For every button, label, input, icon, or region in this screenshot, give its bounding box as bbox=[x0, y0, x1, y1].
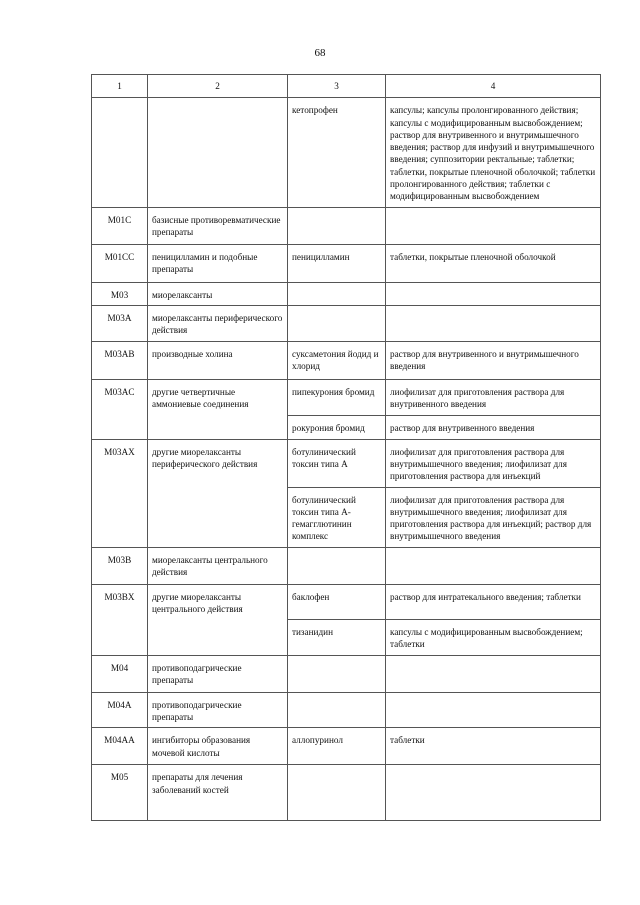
atc-code: M03AX bbox=[92, 439, 148, 547]
table-row bbox=[92, 207, 601, 244]
atc-code: M03AC bbox=[92, 379, 148, 439]
page-number: 68 bbox=[314, 47, 326, 59]
substance-name: пипекурония бромид bbox=[288, 379, 386, 415]
atc-code: M03 bbox=[92, 282, 148, 305]
dosage-forms bbox=[386, 692, 601, 728]
atc-code: M03B bbox=[92, 547, 148, 584]
table-row bbox=[92, 655, 601, 692]
dosage-forms: лиофилизат для приготовления раствора для внутримышечного введения; лиофилизат для приготовления раствора для инъекций; раствор для внутримышечного введения bbox=[386, 487, 601, 547]
substance-name: тизанидин bbox=[288, 619, 386, 655]
substance-name: рокурония бромид bbox=[288, 415, 386, 439]
group-name: базисные противоревматические препараты bbox=[148, 207, 288, 244]
substance-name bbox=[288, 655, 386, 692]
table-row bbox=[92, 341, 601, 379]
substance-name bbox=[288, 305, 386, 341]
substance-name: ботулинический токсин типа A-гемагглютинин комплекс bbox=[288, 487, 386, 547]
group-name: другие миорелаксанты периферического действия bbox=[148, 439, 288, 547]
group-name: противоподагрические препараты bbox=[148, 692, 288, 728]
group-name: противоподагрические препараты bbox=[148, 655, 288, 692]
group-name: производные холина bbox=[148, 341, 288, 379]
dosage-forms: раствор для внутривенного введения bbox=[386, 415, 601, 439]
group-name: препараты для лечения заболеваний костей bbox=[148, 765, 288, 821]
dosage-forms bbox=[386, 282, 601, 305]
substance-name bbox=[288, 692, 386, 728]
dosage-forms: раствор для интратекального введения; таблетки bbox=[386, 584, 601, 619]
group-name: миорелаксанты bbox=[148, 282, 288, 305]
dosage-forms bbox=[386, 765, 601, 821]
atc-code: M03BX bbox=[92, 584, 148, 655]
drug-table bbox=[91, 74, 601, 821]
table-row bbox=[92, 439, 601, 487]
atc-code: M04A bbox=[92, 692, 148, 728]
atc-code: M05 bbox=[92, 765, 148, 821]
dosage-forms bbox=[386, 305, 601, 341]
table-row bbox=[92, 692, 601, 728]
table-row bbox=[92, 728, 601, 765]
table-row bbox=[92, 282, 601, 305]
group-name: другие четвертичные аммониевые соединения bbox=[148, 379, 288, 439]
atc-code: M03A bbox=[92, 305, 148, 341]
group-name: миорелаксанты центрального действия bbox=[148, 547, 288, 584]
dosage-forms: лиофилизат для приготовления раствора для внутривенного введения bbox=[386, 379, 601, 415]
table-row bbox=[92, 305, 601, 341]
substance-name: кетопрофен bbox=[288, 98, 386, 207]
group-name: пеницилламин и подобные препараты bbox=[148, 244, 288, 282]
group-name: ингибиторы образования мочевой кислоты bbox=[148, 728, 288, 765]
atc-code: M01CC bbox=[92, 244, 148, 282]
substance-name: суксаметония йодид и хлорид bbox=[288, 341, 386, 379]
group-name: миорелаксанты периферического действия bbox=[148, 305, 288, 341]
table-row bbox=[92, 584, 601, 619]
group-name: другие миорелаксанты центрального действия bbox=[148, 584, 288, 655]
header-col-2: 2 bbox=[148, 75, 288, 98]
dosage-forms: раствор для внутривенного и внутримышечного введения bbox=[386, 341, 601, 379]
substance-name: ботулинический токсин типа A bbox=[288, 439, 386, 487]
header-row bbox=[92, 75, 601, 98]
dosage-forms: таблетки, покрытые пленочной оболочкой bbox=[386, 244, 601, 282]
substance-name bbox=[288, 282, 386, 305]
substance-name: аллопуринол bbox=[288, 728, 386, 765]
dosage-forms: таблетки bbox=[386, 728, 601, 765]
dosage-forms: капсулы с модифицированным высвобождением; таблетки bbox=[386, 619, 601, 655]
atc-code: M01C bbox=[92, 207, 148, 244]
dosage-forms bbox=[386, 547, 601, 584]
atc-code bbox=[92, 98, 148, 207]
table-row bbox=[92, 547, 601, 584]
substance-name: пеницилламин bbox=[288, 244, 386, 282]
header-col-4: 4 bbox=[386, 75, 601, 98]
dosage-forms: капсулы; капсулы пролонгированного действия; капсулы с модифицированным высвобождением; раствор для внутривенного и внутримышечного введения; раствор для инфузий и внутримышечного введения; суппозитории ректальные; таблетки; таблетки, покрытые пленочной оболочкой; таблетки пролонгированного действия; таблетки с модифицированным высвобождением bbox=[386, 98, 601, 207]
dosage-forms bbox=[386, 207, 601, 244]
substance-name bbox=[288, 547, 386, 584]
header-col-3: 3 bbox=[288, 75, 386, 98]
table-row bbox=[92, 98, 601, 207]
atc-code: M04AA bbox=[92, 728, 148, 765]
group-name bbox=[148, 98, 288, 207]
header-col-1: 1 bbox=[92, 75, 148, 98]
atc-code: M04 bbox=[92, 655, 148, 692]
dosage-forms: лиофилизат для приготовления раствора для внутримышечного введения; лиофилизат для приготовления раствора для инъекций bbox=[386, 439, 601, 487]
substance-name bbox=[288, 207, 386, 244]
atc-code: M03AB bbox=[92, 341, 148, 379]
substance-name bbox=[288, 765, 386, 821]
table-row bbox=[92, 765, 601, 821]
table-row bbox=[92, 379, 601, 415]
dosage-forms bbox=[386, 655, 601, 692]
table-row bbox=[92, 244, 601, 282]
substance-name: баклофен bbox=[288, 584, 386, 619]
